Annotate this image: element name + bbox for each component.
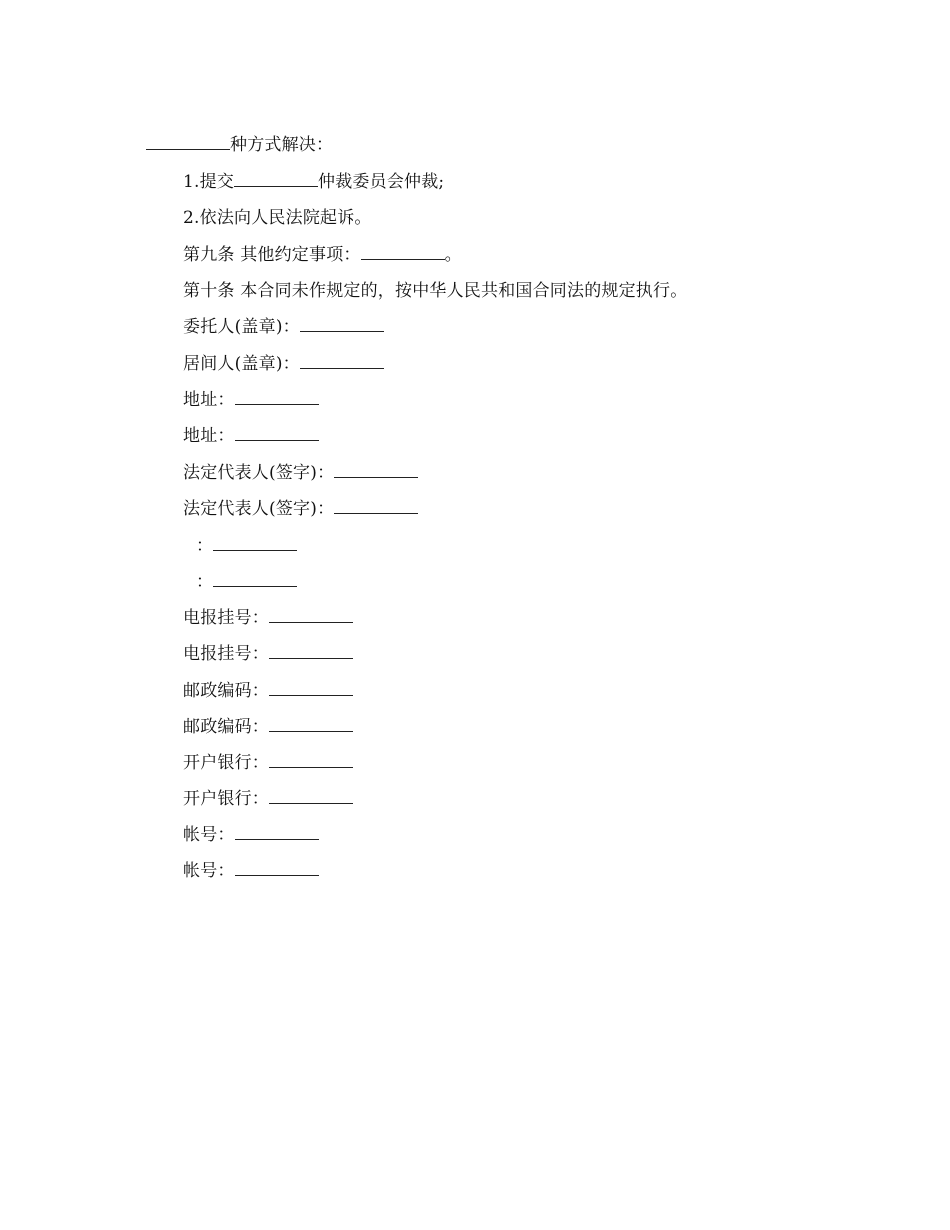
postcode-line-1	[183, 680, 353, 702]
bank-label: 开户银行：	[183, 753, 269, 773]
blank-line	[235, 861, 319, 876]
article-ten-text: 第十条 本合同未作规定的，按中华人民共和国合同法的规定执行。	[183, 281, 688, 301]
address-line-1	[183, 389, 319, 411]
legal-rep-label: 法定代表人(签字)：	[183, 499, 335, 519]
dispute-method-text: 种方式解决：	[230, 135, 334, 155]
article-nine-line	[183, 244, 462, 266]
article-nine-text: 第九条 其他约定事项：	[183, 245, 361, 265]
telegraph-label: 电报挂号：	[183, 644, 269, 664]
article-nine-end: 。	[444, 245, 462, 265]
telegraph-label: 电报挂号：	[183, 608, 269, 628]
blank-line	[269, 717, 353, 732]
blank-line	[361, 245, 445, 260]
bank-line-1	[183, 752, 353, 774]
postcode-line-2	[183, 716, 353, 738]
broker-seal-label: 居间人(盖章)：	[183, 354, 300, 374]
court-line	[183, 207, 372, 229]
blank-line	[300, 354, 384, 369]
blank-line	[269, 753, 353, 768]
legal-rep-line-2	[183, 498, 418, 520]
client-seal-label: 委托人(盖章)：	[183, 317, 300, 337]
postcode-label: 邮政编码：	[183, 717, 269, 737]
blank-line	[269, 681, 353, 696]
blank-line	[146, 135, 230, 150]
blank-line	[334, 463, 418, 478]
legal-rep-label: 法定代表人(签字)：	[183, 463, 335, 483]
blank-line	[300, 317, 384, 332]
colon-label: ：	[196, 572, 214, 592]
dispute-method-line	[146, 134, 333, 156]
court-text: 2.依法向人民法院起诉。	[183, 208, 372, 228]
blank-line	[269, 608, 353, 623]
address-label: 地址：	[183, 390, 235, 410]
account-label: 帐号：	[183, 825, 235, 845]
bank-label: 开户银行：	[183, 789, 269, 809]
blank-line	[235, 426, 319, 441]
arbitration-suffix: 仲裁委员会仲裁;	[318, 172, 445, 192]
account-line-1	[183, 824, 319, 846]
unlabeled-line-1	[196, 535, 297, 557]
bank-line-2	[183, 788, 353, 810]
address-label: 地址：	[183, 426, 235, 446]
unlabeled-line-2	[196, 571, 297, 593]
blank-line	[235, 390, 319, 405]
arbitration-prefix: 1.提交	[183, 172, 235, 192]
client-seal-line	[183, 316, 384, 338]
blank-line	[235, 825, 319, 840]
broker-seal-line	[183, 353, 384, 375]
account-line-2	[183, 860, 319, 882]
blank-line	[213, 572, 297, 587]
blank-line	[269, 644, 353, 659]
blank-line	[213, 536, 297, 551]
article-ten-line	[183, 280, 687, 302]
blank-line	[269, 789, 353, 804]
colon-label: ：	[196, 536, 214, 556]
telegraph-line-1	[183, 607, 353, 629]
arbitration-line	[183, 171, 444, 193]
postcode-label: 邮政编码：	[183, 681, 269, 701]
blank-line	[234, 172, 318, 187]
address-line-2	[183, 425, 319, 447]
legal-rep-line-1	[183, 462, 418, 484]
blank-line	[334, 499, 418, 514]
account-label: 帐号：	[183, 861, 235, 881]
telegraph-line-2	[183, 643, 353, 665]
